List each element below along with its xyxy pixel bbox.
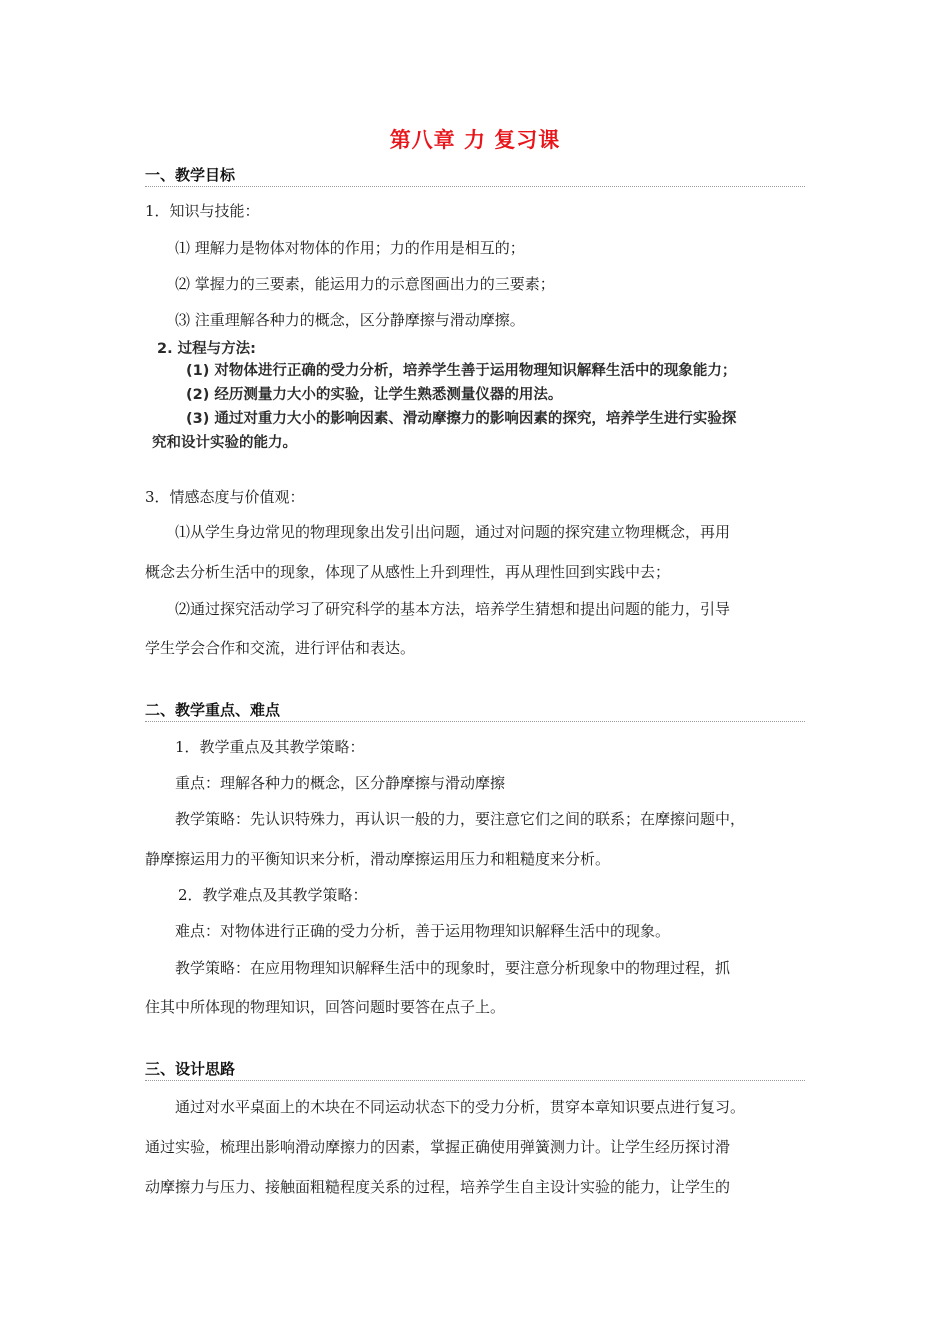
process-item: (2) 经历测量力大小的实验，让学生熟悉测量仪器的用法。 <box>186 387 563 403</box>
objective-item: ⑶ 注重理解各种力的概念，区分静摩擦与滑动摩擦。 <box>175 311 525 329</box>
section-heading-objectives: 一、教学目标 <box>145 166 236 184</box>
subheading-knowledge-skills: 1．知识与技能： <box>145 202 260 220</box>
attitude-item: ⑴从学生身边常见的物理现象出发引出问题，通过对问题的探究建立物理概念，再用 <box>175 523 731 541</box>
objective-item: ⑵ 掌握力的三要素，能运用力的示意图画出力的三要素； <box>175 275 555 293</box>
strategy-line: 教学策略：在应用物理知识解释生活中的现象时，要注意分析现象中的物理过程，抓 <box>175 959 731 977</box>
section-heading-key-points: 二、教学重点、难点 <box>145 701 281 719</box>
key-point-subheading: 1．教学重点及其教学策略： <box>175 738 365 756</box>
pasted-text-image <box>150 334 820 464</box>
process-item: (3) 通过对重力大小的影响因素、滑动摩擦力的影响因素的探究，培养学生进行实验探 <box>186 411 737 427</box>
objective-item: ⑴ 理解力是物体对物体的作用；力的作用是相互的； <box>175 239 525 257</box>
design-paragraph-line: 通过对水平桌面上的木块在不同运动状态下的受力分析，贯穿本章知识要点进行复习。 <box>175 1098 746 1116</box>
page-title: 第八章 力 复习课 <box>389 128 561 152</box>
attitude-item-continued: 概念去分析生活中的现象，体现了从感性上升到理性，再从理性回到实践中去； <box>145 563 671 581</box>
strategy-line-continued: 静摩擦运用力的平衡知识来分析，滑动摩擦运用压力和粗糙度来分析。 <box>145 850 611 868</box>
strategy-line: 教学策略：先认识特殊力，再认识一般的力，要注意它们之间的联系；在摩擦问题中， <box>175 810 746 828</box>
design-paragraph-line: 动摩擦力与压力、接触面粗糙程度关系的过程，培养学生自主设计实验的能力，让学生的 <box>145 1178 731 1196</box>
difficulty-subheading: 2．教学难点及其教学策略： <box>178 886 368 904</box>
attitude-item-continued: 学生学会合作和交流，进行评估和表达。 <box>145 639 416 657</box>
attitude-item: ⑵通过探究活动学习了研究科学的基本方法，培养学生猜想和提出问题的能力，引导 <box>175 600 731 618</box>
process-item-continued: 究和设计实验的能力。 <box>152 435 297 451</box>
subheading-attitudes-values: 3．情感态度与价值观： <box>145 488 305 506</box>
process-item: (1) 对物体进行正确的受力分析，培养学生善于运用物理知识解释生活中的现象能力； <box>186 363 737 379</box>
key-point-line: 重点：理解各种力的概念，区分静摩擦与滑动摩擦 <box>175 774 506 792</box>
section-heading-design: 三、设计思路 <box>145 1060 236 1078</box>
difficulty-line: 难点：对物体进行正确的受力分析，善于运用物理知识解释生活中的现象。 <box>175 922 671 940</box>
subheading-process-methods: 2. 过程与方法: <box>157 341 256 357</box>
design-paragraph-line: 通过实验，梳理出影响滑动摩擦力的因素，掌握正确使用弹簧测力计。让学生经历探讨滑 <box>145 1138 731 1156</box>
strategy-line-continued: 住其中所体现的物理知识，回答问题时要答在点子上。 <box>145 998 506 1016</box>
